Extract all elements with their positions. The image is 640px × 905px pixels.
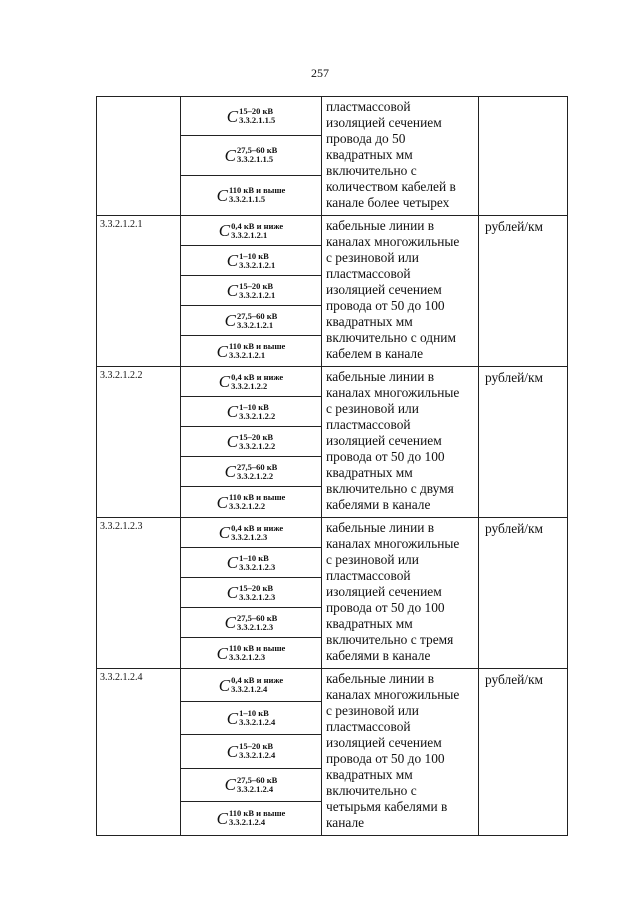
voltage-superscript: 110 кВ и выше [229,643,286,653]
symbol-letter: C [226,553,239,572]
description-line: изоляцией сечением [326,282,442,297]
code-subscript: 3.3.2.1.1.5 [239,115,276,126]
description-line: провода от 50 до 100 [326,600,445,615]
symbol-stack [181,97,321,215]
voltage-superscript: 15–20 кВ [239,280,274,291]
row-code: 3.3.2.1.2.2 [97,367,181,518]
voltage-superscript: 27,5–60 кВ [237,145,278,156]
symbol-indices [239,282,275,300]
code-subscript: 3.3.2.1.2.3 [229,652,266,662]
tariff-symbol [181,397,321,427]
tariff-symbol [181,246,321,276]
voltage-superscript: 110 кВ и выше [229,808,286,819]
description-line: квадратных мм [326,767,413,782]
symbol-indices [239,403,275,421]
description-line: провода от 50 до 100 [326,298,445,313]
symbol-cell [181,97,322,216]
voltage-superscript: 0,4 кВ и ниже [231,675,284,686]
voltage-superscript: 27,5–60 кВ [237,310,278,321]
symbol-indices [239,554,275,572]
voltage-superscript: 1–10 кВ [239,552,269,563]
table-row [97,216,568,367]
row-description [322,669,479,836]
symbol-indices [229,342,285,360]
description-line: провода от 50 до 100 [326,751,445,766]
symbol-cell [181,367,322,518]
description-line: кабельные линии в [326,218,435,233]
description-line: включительно с тремя [326,632,454,647]
description-line: четырьмя кабелями в [326,799,448,814]
code-subscript: 3.3.2.1.2.1 [239,289,276,300]
tariff-symbol [181,638,321,668]
description-line: пластмассовой [326,266,411,281]
description-line: изоляцией сечением [326,115,442,130]
description-line: включительно с [326,783,417,798]
symbol-letter: C [216,185,229,205]
tariff-symbol [181,802,321,835]
symbol-indices [229,493,285,511]
symbol-letter: C [226,583,239,602]
voltage-superscript: 1–10 кВ [239,401,269,412]
description-line: изоляцией сечением [326,433,442,448]
symbol-indices [229,809,285,827]
description-line: квадратных мм [326,147,413,162]
tariff-symbol [181,276,321,306]
description-line: включительно с [326,163,417,178]
symbol-indices [237,312,277,330]
voltage-superscript: 15–20 кВ [239,431,274,442]
symbol-indices [239,433,275,451]
description-line: кабелем в канале [326,346,424,361]
symbol-letter: C [218,372,231,391]
symbol-indices [237,463,277,481]
symbol-indices [239,709,275,727]
description-line: изоляцией сечением [326,584,442,599]
description-line: пластмассовой [326,568,411,583]
row-unit: рублей/км [479,518,568,669]
code-subscript: 3.3.2.1.2.3 [231,531,268,542]
row-code: 3.3.2.1.2.4 [97,669,181,836]
code-subscript: 3.3.2.1.2.1 [229,350,266,360]
description-line: провода до 50 [326,131,406,146]
code-subscript: 3.3.2.1.2.3 [239,561,276,572]
code-subscript: 3.3.2.1.2.1 [239,259,276,270]
description-line: пластмассовой [326,99,411,114]
tariff-symbol [181,578,321,608]
description-line: пластмассовой [326,417,411,432]
symbol-letter: C [224,613,236,632]
code-subscript: 3.3.2.1.2.4 [239,717,276,728]
voltage-superscript: 110 кВ и выше [229,341,286,351]
row-description [322,216,479,367]
voltage-superscript: 0,4 кВ и ниже [231,522,284,533]
symbol-indices [231,524,283,542]
row-description [322,97,479,216]
symbol-indices [237,614,277,632]
voltage-superscript: 27,5–60 кВ [237,612,278,623]
code-subscript: 3.3.2.1.2.2 [231,380,268,391]
description-line: канале более четырех [326,195,450,210]
symbol-stack [181,216,321,366]
description-line: квадратных мм [326,465,413,480]
symbol-letter: C [226,106,239,126]
symbol-indices [239,107,275,125]
symbol-letter: C [216,341,229,361]
row-unit [479,97,568,216]
symbol-indices [229,186,285,204]
description-line: каналах многожильные [326,536,460,551]
voltage-superscript: 110 кВ и выше [229,185,286,196]
symbol-letter: C [226,251,239,270]
symbol-indices [231,222,283,240]
code-subscript: 3.3.2.1.2.2 [239,410,276,421]
symbol-cell [181,669,322,836]
description-line: кабельные линии в [326,671,435,686]
symbol-letter: C [226,432,239,451]
description-line: провода от 50 до 100 [326,449,445,464]
symbol-letter: C [224,775,236,795]
symbol-stack [181,518,321,668]
symbol-letter: C [218,221,231,240]
row-code: 3.3.2.1.2.1 [97,216,181,367]
tariff-symbol [181,216,321,246]
symbol-letter: C [216,643,229,663]
description-line: квадратных мм [326,314,413,329]
symbol-cell [181,518,322,669]
symbol-letter: C [216,492,229,512]
voltage-superscript: 110 кВ и выше [229,492,286,502]
symbol-cell [181,216,322,367]
symbol-indices [239,252,275,270]
page-number: 257 [311,66,329,80]
voltage-superscript: 27,5–60 кВ [237,774,278,785]
code-subscript: 3.3.2.1.2.4 [229,817,266,828]
description-line: изоляцией сечением [326,735,442,750]
code-subscript: 3.3.2.1.2.2 [239,440,276,451]
tariff-symbol [181,367,321,397]
tariff-symbol [181,136,321,175]
tariff-symbol [181,548,321,578]
description-line: кабелями в канале [326,497,431,512]
row-description [322,518,479,669]
description-line: включительно с одним [326,330,456,345]
row-code [97,97,181,216]
row-unit: рублей/км [479,216,568,367]
tariff-symbol [181,487,321,517]
symbol-indices [231,373,283,391]
tariff-symbol [181,735,321,768]
symbol-letter: C [226,402,239,421]
row-unit: рублей/км [479,367,568,518]
code-subscript: 3.3.2.1.2.1 [237,319,274,330]
tariff-symbol [181,306,321,336]
voltage-superscript: 0,4 кВ и ниже [231,371,284,382]
description-line: каналах многожильные [326,687,460,702]
code-subscript: 3.3.2.1.2.3 [239,591,276,602]
description-line: кабельные линии в [326,369,435,384]
description-line: кабельные линии в [326,520,435,535]
symbol-letter: C [216,808,229,828]
description-line: включительно с двумя [326,481,454,496]
symbol-letter: C [218,675,231,695]
voltage-superscript: 15–20 кВ [239,582,274,593]
symbol-letter: C [218,523,231,542]
symbol-letter: C [224,145,236,165]
symbol-indices [237,146,277,164]
voltage-superscript: 15–20 кВ [239,741,274,752]
tariff-symbol [181,769,321,802]
symbol-letter: C [226,708,239,728]
code-subscript: 3.3.2.1.2.4 [239,750,276,761]
symbol-letter: C [226,281,239,300]
tariff-symbol [181,427,321,457]
voltage-superscript: 15–20 кВ [239,106,274,117]
table-row [97,367,568,518]
description-line: с резиновой или [326,250,419,265]
description-line: с резиновой или [326,552,419,567]
voltage-superscript: 1–10 кВ [239,250,269,261]
code-subscript: 3.3.2.1.2.2 [237,470,274,481]
symbol-indices [239,584,275,602]
code-subscript: 3.3.2.1.1.5 [229,194,266,205]
table-row [97,97,568,216]
table-row [97,669,568,836]
description-line: каналах многожильные [326,234,460,249]
code-subscript: 3.3.2.1.2.3 [237,621,274,632]
description-line: канале [326,815,365,830]
code-subscript: 3.3.2.1.2.4 [237,783,274,794]
code-subscript: 3.3.2.1.1.5 [237,154,274,165]
description-line: с резиновой или [326,703,419,718]
row-description [322,367,479,518]
tariff-symbol [181,608,321,638]
symbol-indices [237,776,277,794]
symbol-letter: C [224,311,236,330]
symbol-stack [181,669,321,835]
voltage-superscript: 27,5–60 кВ [237,461,278,472]
tariff-symbol [181,457,321,487]
symbol-letter: C [226,741,239,761]
voltage-superscript: 1–10 кВ [239,708,269,719]
tariff-symbol [181,336,321,366]
table-row [97,518,568,669]
tariff-symbol [181,97,321,136]
code-subscript: 3.3.2.1.2.4 [231,684,268,695]
description-line: количеством кабелей в [326,179,456,194]
tariff-table-body [97,97,568,836]
tariff-symbol [181,176,321,215]
code-subscript: 3.3.2.1.2.2 [229,501,266,511]
description-line: кабелями в канале [326,648,431,663]
tariff-symbol [181,518,321,548]
tariff-symbol [181,702,321,735]
description-line: квадратных мм [326,616,413,631]
voltage-superscript: 0,4 кВ и ниже [231,220,284,231]
tariff-symbol [181,669,321,702]
description-line: пластмассовой [326,719,411,734]
description-line: с резиновой или [326,401,419,416]
code-subscript: 3.3.2.1.2.1 [231,229,268,240]
row-unit: рублей/км [479,669,568,836]
symbol-indices [229,644,285,662]
symbol-letter: C [224,462,236,481]
symbol-indices [239,742,275,760]
symbol-stack [181,367,321,517]
tariff-table [96,96,568,836]
row-code: 3.3.2.1.2.3 [97,518,181,669]
description-line: каналах многожильные [326,385,460,400]
symbol-indices [231,676,283,694]
